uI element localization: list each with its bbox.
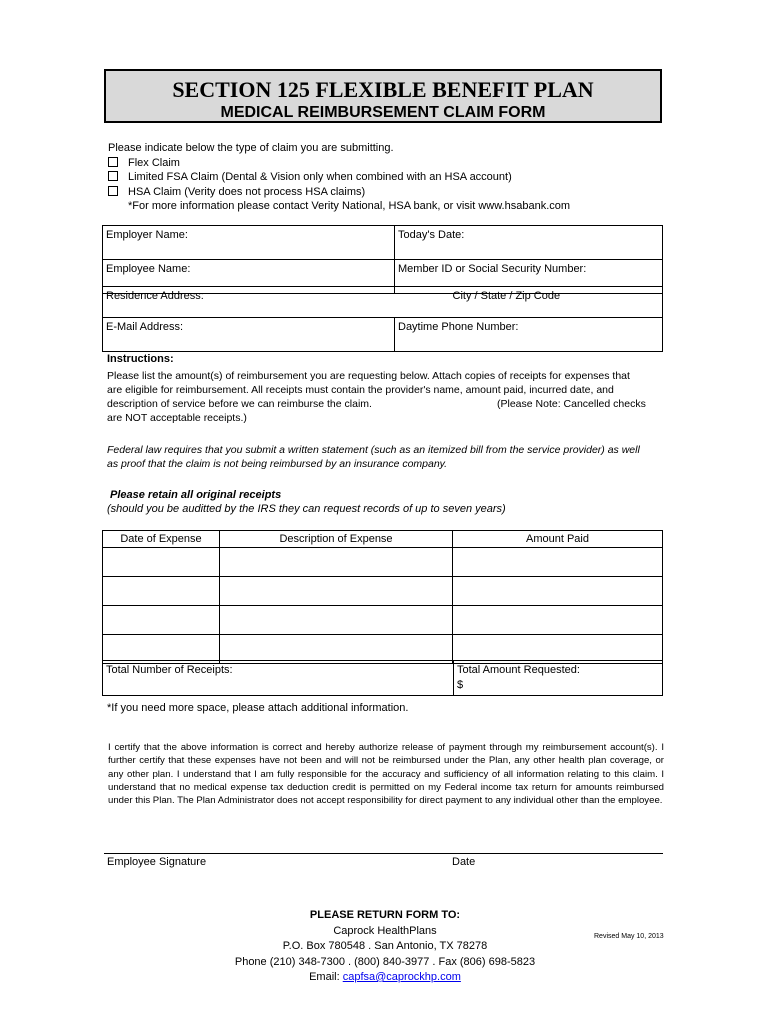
- address-info-table: [102, 286, 663, 352]
- column-amount-paid: Amount Paid: [453, 531, 663, 548]
- claim-option-label: Flex Claim: [128, 156, 180, 169]
- expense-table: [102, 530, 663, 664]
- certification-statement: I certify that the above information is correct and hereby authorize release of payment through my reimbursement account(s). I further certify that these expenses have not been and will not be reimbursed under the Plan, any other health plan coverage, or any other plan. I understand that I am fully responsible for the accuracy and sufficiency of all information relating to this claim. I understand that no medical expense tax deduction credit is permitted on my Federal income tax return for amounts reimbursed under this Plan. The Plan Administrator does not accept responsibility for direct payment to any individual other than the employee.: [108, 742, 664, 807]
- federal-law-note: [107, 443, 667, 471]
- mailing-address: P.O. Box 780548 . San Antonio, TX 78278: [282, 940, 488, 952]
- employee-info-table: [102, 225, 663, 294]
- claim-type-note: *For more information please contact Verity National, HSA bank, or visit www.hsabank.com: [128, 200, 571, 212]
- contact-email-line: [200, 970, 570, 986]
- email-field[interactable]: [103, 318, 395, 352]
- federal-law-line: as proof that the claim is not being reimbursed by an insurance company.: [107, 458, 448, 470]
- claim-option-label: Limited FSA Claim (Dental & Vision only when combined with an HSA account): [128, 171, 512, 183]
- totals-table: [102, 660, 663, 696]
- instructions-line: Please list the amount(s) of reimbursement you are requesting below. Attach copies of receipts for expenses that: [107, 370, 630, 382]
- description-cell[interactable]: [220, 606, 453, 635]
- instructions-text: [107, 369, 667, 425]
- date-cell[interactable]: [103, 577, 220, 606]
- todays-date-label: Today's Date:: [398, 229, 465, 241]
- instructions-line: are NOT acceptable receipts.): [107, 412, 247, 424]
- table-row: [103, 577, 663, 606]
- member-id-label: Member ID or Social Security Number:: [398, 263, 587, 275]
- retain-receipts-heading: Please retain all original receipts: [110, 489, 282, 501]
- checkbox-limited-fsa-claim[interactable]: [108, 171, 118, 181]
- description-cell[interactable]: [220, 577, 453, 606]
- total-receipts-label: Total Number of Receipts:: [106, 664, 233, 676]
- federal-law-line: Federal law requires that you submit a written statement (such as an itemized bill from the service provider) as well: [107, 444, 640, 456]
- column-description-of-expense: Description of Expense: [220, 531, 453, 548]
- claim-option-hsa[interactable]: [108, 185, 570, 200]
- residence-address-field[interactable]: [103, 287, 663, 318]
- instructions-heading: Instructions:: [107, 353, 174, 365]
- return-address-block: [200, 908, 570, 986]
- extra-space-note: *If you need more space, please attach additional information.: [107, 702, 409, 714]
- instructions-line-3: [107, 397, 667, 411]
- email-label: Email:: [309, 971, 340, 983]
- date-cell[interactable]: [103, 548, 220, 577]
- city-state-zip-label: City / State / Zip Code: [452, 290, 561, 302]
- date-cell[interactable]: [103, 606, 220, 635]
- expense-table-header: [103, 531, 663, 548]
- claim-type-section: [108, 141, 570, 214]
- description-cell[interactable]: [220, 548, 453, 577]
- claim-option-limited-fsa[interactable]: [108, 170, 570, 185]
- contact-phone: Phone (210) 348-7300 . (800) 840-3977 . Fax (806) 698-5823: [234, 955, 536, 968]
- claim-option-flex[interactable]: [108, 156, 570, 171]
- checkbox-flex-claim[interactable]: [108, 157, 118, 167]
- form-title: SECTION 125 FLEXIBLE BENEFIT PLAN: [172, 77, 594, 102]
- claim-type-prompt: Please indicate below the type of claim you are submitting.: [108, 142, 394, 154]
- return-heading: PLEASE RETURN FORM TO:: [309, 909, 461, 921]
- total-amount-label: Total Amount Requested:: [457, 664, 580, 676]
- instructions-line: are eligible for reimbursement. All receipts must contain the provider's name, amount paid, incurred date, and: [107, 384, 614, 396]
- company-name: Caprock HealthPlans: [333, 924, 437, 937]
- employer-name-field[interactable]: [103, 226, 395, 260]
- daytime-phone-label: Daytime Phone Number:: [398, 321, 519, 333]
- residence-address-label: Residence Address:: [106, 290, 204, 302]
- total-amount-field[interactable]: [454, 661, 663, 696]
- email-link[interactable]: capfsa@caprockhp.com: [342, 971, 461, 983]
- employee-signature-label: Employee Signature: [107, 856, 207, 868]
- instructions-line: description of service before we can reimburse the claim.: [107, 398, 372, 410]
- employer-name-label: Employer Name:: [106, 229, 188, 241]
- employee-name-label: Employee Name:: [106, 263, 191, 275]
- amount-cell[interactable]: [453, 577, 663, 606]
- email-label: E-Mail Address:: [106, 321, 184, 333]
- amount-cell[interactable]: [453, 606, 663, 635]
- signature-date-label: Date: [452, 856, 476, 868]
- table-row: [103, 548, 663, 577]
- form-subtitle: MEDICAL REIMBURSEMENT CLAIM FORM: [220, 104, 546, 121]
- form-header: [104, 69, 662, 123]
- column-date-of-expense: Date of Expense: [103, 531, 220, 548]
- currency-symbol: $: [457, 679, 464, 691]
- todays-date-field[interactable]: [395, 226, 663, 260]
- total-receipts-field[interactable]: [103, 661, 454, 696]
- revision-date: Revised May 10, 2013: [594, 933, 664, 940]
- signature-line: [104, 853, 663, 854]
- claim-option-label: HSA Claim (Verity does not process HSA claims): [128, 185, 366, 198]
- amount-cell[interactable]: [453, 548, 663, 577]
- instructions-note: (Please Note: Cancelled checks: [497, 398, 646, 410]
- checkbox-hsa-claim[interactable]: [108, 186, 118, 196]
- table-row: [103, 606, 663, 635]
- daytime-phone-field[interactable]: [395, 318, 663, 352]
- retain-receipts-note: (should you be auditted by the IRS they can request records of up to seven years): [107, 503, 506, 515]
